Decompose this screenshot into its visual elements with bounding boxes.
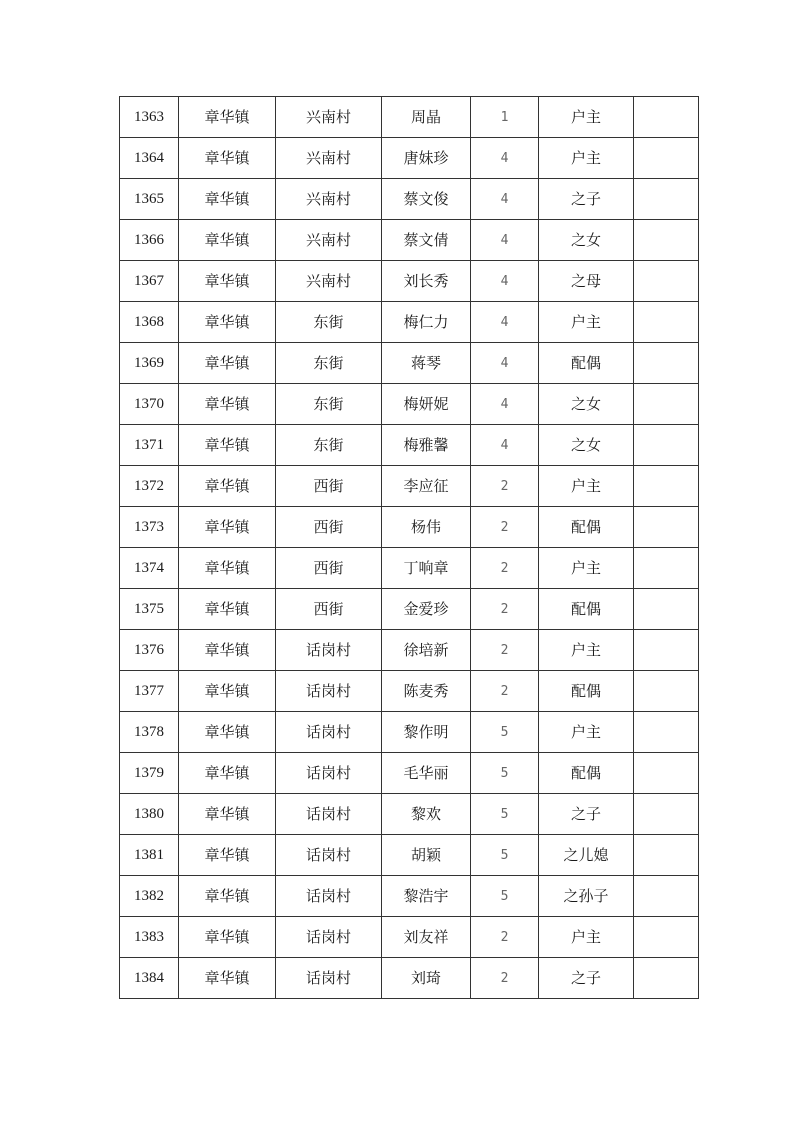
person-name-cell: 黎作明 [382,712,471,753]
village-cell: 兴南村 [276,261,382,302]
person-name-cell: 胡颖 [382,835,471,876]
row-number-cell: 1383 [120,917,179,958]
town-cell: 章华镇 [179,794,276,835]
village-cell: 西街 [276,507,382,548]
relation-cell: 之子 [539,179,634,220]
row-number-cell: 1370 [120,384,179,425]
household-size-cell: 4 [471,220,539,261]
town-cell: 章华镇 [179,220,276,261]
village-cell: 话岗村 [276,671,382,712]
remark-cell [634,753,699,794]
remark-cell [634,917,699,958]
remark-cell [634,179,699,220]
relation-cell: 户主 [539,302,634,343]
row-number-cell: 1372 [120,466,179,507]
household-table-body [120,97,699,999]
town-cell: 章华镇 [179,958,276,999]
table-row [120,958,699,999]
row-number-cell: 1384 [120,958,179,999]
town-cell: 章华镇 [179,302,276,343]
remark-cell [634,425,699,466]
village-cell: 东街 [276,343,382,384]
person-name-cell: 刘琦 [382,958,471,999]
row-number-cell: 1377 [120,671,179,712]
household-size-cell: 4 [471,384,539,425]
village-cell: 西街 [276,466,382,507]
town-cell: 章华镇 [179,589,276,630]
person-name-cell: 徐培新 [382,630,471,671]
town-cell: 章华镇 [179,876,276,917]
household-size-cell: 2 [471,917,539,958]
town-cell: 章华镇 [179,507,276,548]
village-cell: 话岗村 [276,958,382,999]
table-row [120,753,699,794]
row-number-cell: 1378 [120,712,179,753]
household-size-cell: 5 [471,712,539,753]
relation-cell: 户主 [539,138,634,179]
village-cell: 话岗村 [276,630,382,671]
row-number-cell: 1381 [120,835,179,876]
table-row [120,138,699,179]
relation-cell: 之女 [539,425,634,466]
person-name-cell: 周晶 [382,97,471,138]
village-cell: 话岗村 [276,917,382,958]
row-number-cell: 1376 [120,630,179,671]
person-name-cell: 唐妹珍 [382,138,471,179]
village-cell: 兴南村 [276,138,382,179]
relation-cell: 户主 [539,466,634,507]
remark-cell [634,138,699,179]
household-size-cell: 2 [471,466,539,507]
person-name-cell: 蔡文倩 [382,220,471,261]
remark-cell [634,835,699,876]
relation-cell: 之女 [539,384,634,425]
relation-cell: 之儿媳 [539,835,634,876]
town-cell: 章华镇 [179,466,276,507]
table-row [120,507,699,548]
row-number-cell: 1373 [120,507,179,548]
row-number-cell: 1369 [120,343,179,384]
row-number-cell: 1371 [120,425,179,466]
table-row [120,671,699,712]
relation-cell: 之女 [539,220,634,261]
remark-cell [634,671,699,712]
row-number-cell: 1374 [120,548,179,589]
table-row [120,876,699,917]
village-cell: 兴南村 [276,97,382,138]
table-row [120,794,699,835]
household-size-cell: 2 [471,507,539,548]
household-size-cell: 5 [471,794,539,835]
relation-cell: 户主 [539,97,634,138]
person-name-cell: 蔡文俊 [382,179,471,220]
table-row [120,302,699,343]
remark-cell [634,466,699,507]
village-cell: 东街 [276,302,382,343]
table-row [120,466,699,507]
remark-cell [634,589,699,630]
village-cell: 话岗村 [276,712,382,753]
row-number-cell: 1380 [120,794,179,835]
table-row [120,630,699,671]
table-row [120,384,699,425]
remark-cell [634,958,699,999]
table-row [120,589,699,630]
relation-cell: 户主 [539,630,634,671]
village-cell: 话岗村 [276,794,382,835]
household-size-cell: 4 [471,179,539,220]
relation-cell: 配偶 [539,671,634,712]
household-size-cell: 2 [471,548,539,589]
row-number-cell: 1382 [120,876,179,917]
town-cell: 章华镇 [179,97,276,138]
table-row [120,425,699,466]
relation-cell: 户主 [539,548,634,589]
town-cell: 章华镇 [179,384,276,425]
relation-cell: 配偶 [539,753,634,794]
table-row [120,548,699,589]
remark-cell [634,630,699,671]
table-row [120,261,699,302]
household-size-cell: 4 [471,302,539,343]
person-name-cell: 丁响章 [382,548,471,589]
remark-cell [634,384,699,425]
person-name-cell: 梅仁力 [382,302,471,343]
table-row [120,835,699,876]
town-cell: 章华镇 [179,917,276,958]
household-size-cell: 2 [471,589,539,630]
person-name-cell: 梅雅馨 [382,425,471,466]
relation-cell: 之母 [539,261,634,302]
household-size-cell: 4 [471,138,539,179]
village-cell: 东街 [276,384,382,425]
remark-cell [634,343,699,384]
town-cell: 章华镇 [179,630,276,671]
household-size-cell: 2 [471,671,539,712]
household-size-cell: 2 [471,630,539,671]
person-name-cell: 金爱珍 [382,589,471,630]
row-number-cell: 1368 [120,302,179,343]
town-cell: 章华镇 [179,425,276,466]
relation-cell: 配偶 [539,507,634,548]
village-cell: 兴南村 [276,179,382,220]
household-size-cell: 2 [471,958,539,999]
row-number-cell: 1364 [120,138,179,179]
table-row [120,712,699,753]
person-name-cell: 黎欢 [382,794,471,835]
village-cell: 兴南村 [276,220,382,261]
person-name-cell: 黎浩宇 [382,876,471,917]
person-name-cell: 毛华丽 [382,753,471,794]
town-cell: 章华镇 [179,835,276,876]
village-cell: 话岗村 [276,753,382,794]
town-cell: 章华镇 [179,671,276,712]
household-size-cell: 1 [471,97,539,138]
person-name-cell: 杨伟 [382,507,471,548]
person-name-cell: 李应征 [382,466,471,507]
relation-cell: 户主 [539,917,634,958]
relation-cell: 配偶 [539,589,634,630]
remark-cell [634,97,699,138]
remark-cell [634,220,699,261]
town-cell: 章华镇 [179,712,276,753]
village-cell: 话岗村 [276,835,382,876]
remark-cell [634,302,699,343]
household-size-cell: 4 [471,261,539,302]
household-size-cell: 5 [471,753,539,794]
row-number-cell: 1367 [120,261,179,302]
remark-cell [634,507,699,548]
remark-cell [634,548,699,589]
table-row [120,97,699,138]
town-cell: 章华镇 [179,138,276,179]
town-cell: 章华镇 [179,179,276,220]
person-name-cell: 刘友祥 [382,917,471,958]
remark-cell [634,712,699,753]
row-number-cell: 1365 [120,179,179,220]
remark-cell [634,876,699,917]
village-cell: 西街 [276,548,382,589]
table-row [120,179,699,220]
person-name-cell: 梅妍妮 [382,384,471,425]
town-cell: 章华镇 [179,343,276,384]
row-number-cell: 1366 [120,220,179,261]
relation-cell: 户主 [539,712,634,753]
household-size-cell: 4 [471,343,539,384]
household-size-cell: 5 [471,876,539,917]
town-cell: 章华镇 [179,261,276,302]
row-number-cell: 1379 [120,753,179,794]
row-number-cell: 1375 [120,589,179,630]
table-row [120,917,699,958]
household-size-cell: 5 [471,835,539,876]
relation-cell: 之孙子 [539,876,634,917]
village-cell: 东街 [276,425,382,466]
town-cell: 章华镇 [179,548,276,589]
village-cell: 西街 [276,589,382,630]
household-table [119,96,699,999]
table-row [120,220,699,261]
person-name-cell: 刘长秀 [382,261,471,302]
remark-cell [634,261,699,302]
person-name-cell: 蒋琴 [382,343,471,384]
relation-cell: 之子 [539,794,634,835]
town-cell: 章华镇 [179,753,276,794]
relation-cell: 之子 [539,958,634,999]
village-cell: 话岗村 [276,876,382,917]
remark-cell [634,794,699,835]
row-number-cell: 1363 [120,97,179,138]
relation-cell: 配偶 [539,343,634,384]
household-size-cell: 4 [471,425,539,466]
person-name-cell: 陈麦秀 [382,671,471,712]
table-row [120,343,699,384]
